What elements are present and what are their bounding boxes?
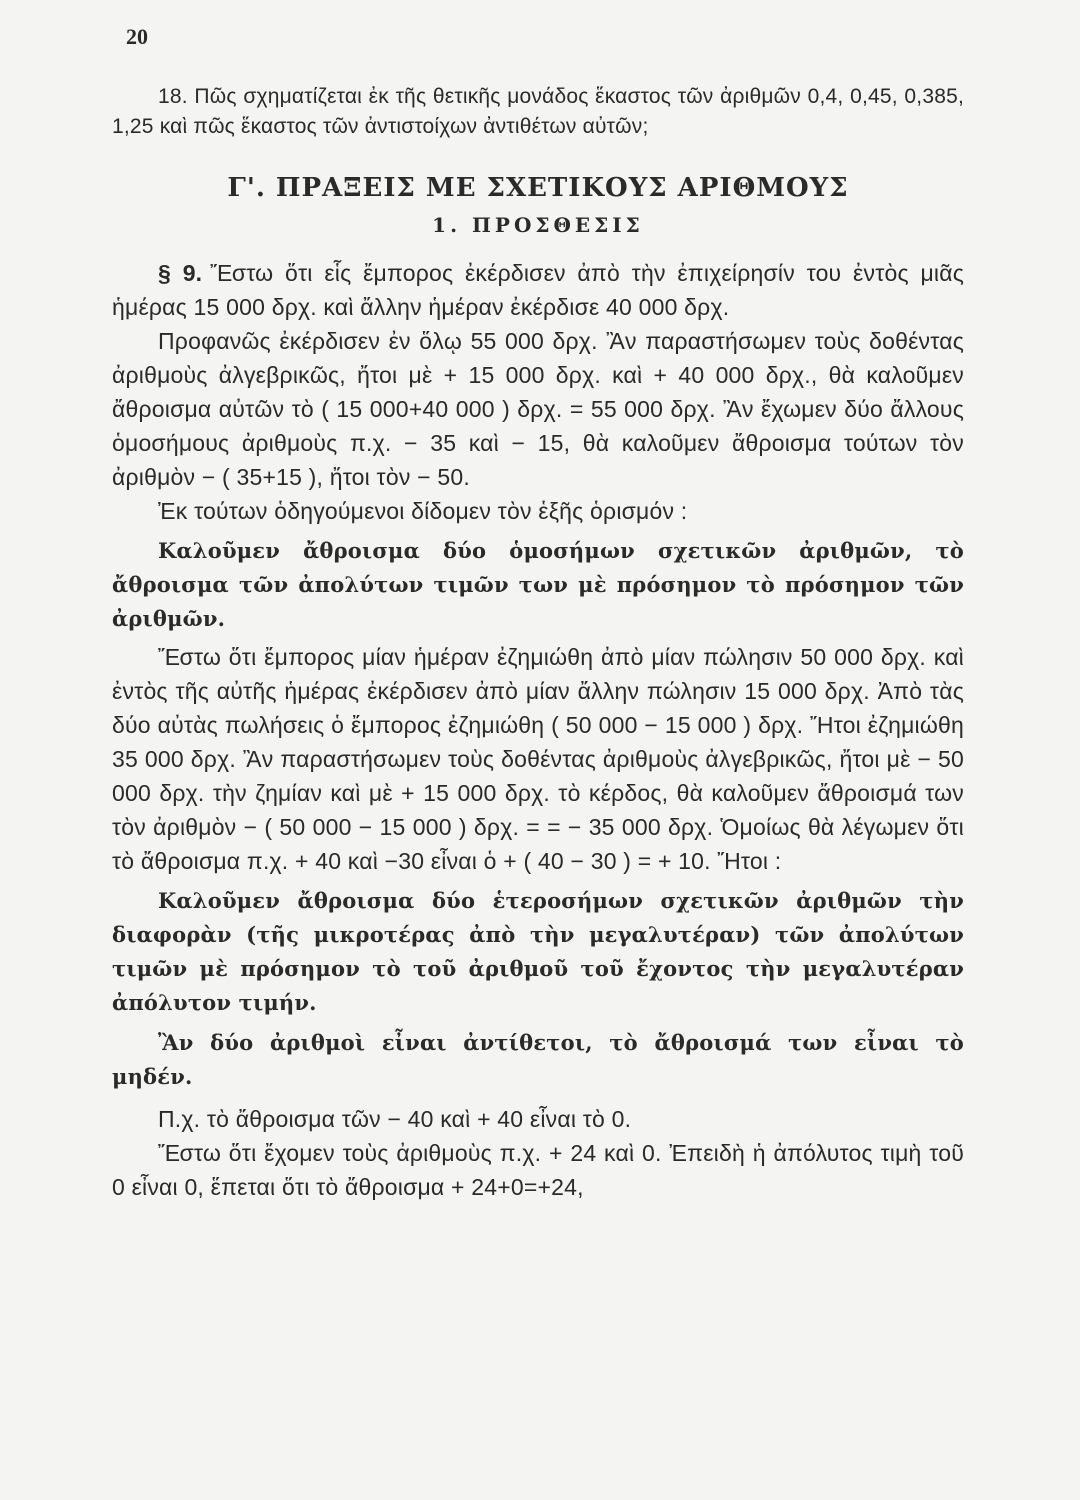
- exercise-18: 18. Πῶς σχηματίζεται ἐκ τῆς θετικῆς μονάδος ἕκαστος τῶν ἀριθμῶν 0,4, 0,45, 0,385, 1,25 καὶ πῶς ἕκαστος τῶν ἀντιστοίχων ἀντιθέτων αὐτῶν;: [112, 85, 964, 138]
- paragraph-9: [112, 256, 964, 324]
- paragraph-9-continuation: Προφανῶς ἐκέρδισεν ἐν ὅλῳ 55 000 δρχ. Ἂν παραστήσωμεν τοὺς δοθέντας ἀριθμοὺς ἀλγεβρικῶς, ἤτοι μὲ + 15 000 δρχ. καὶ + 40 000 δρχ., θὰ καλοῦμεν ἄθροισμα αὐτῶν τὸ ( 15 000+40 000 ) δρχ. = 55 000 δρχ. Ἂν ἔχωμεν δύο ἄλλους ὁμοσήμους ἀριθμοὺς π.χ. − 35 καὶ − 15, θὰ καλοῦμεν ἄθροισμα τούτων τὸν ἀριθμὸν − ( 35+15 ), ἤτοι τὸν − 50.: [112, 328, 964, 490]
- section-title: 1. ΠΡΟΣΘΕΣΙΣ: [432, 213, 644, 237]
- page-content: [112, 82, 964, 1204]
- rule-same-sign-sum: Καλοῦμεν ἄθροισμα δύο ὁμοσήμων σχετικῶν ἀριθμῶν, τὸ ἄθροισμα τῶν ἀπολύτων τιμῶν των μὲ πρόσημον τὸ πρόσημον τῶν ἀριθμῶν.: [112, 538, 964, 631]
- rule-opposite-sign-sum: Καλοῦμεν ἄθροισμα δύο ἑτεροσήμων σχετικῶν ἀριθμῶν τὴν διαφορὰν (τῆς μικροτέρας ἀπὸ τὴν μεγαλυτέραν) τῶν ἀπολύτων τιμῶν μὲ πρόσημον τὸ τοῦ ἀριθμοῦ τοῦ ἔχοντος τὴν μεγαλυτέραν ἀπόλυτον τιμήν.: [112, 888, 964, 1015]
- definition-lead-in: Ἐκ τούτων ὁδηγούμενοι δίδομεν τὸν ἑξῆς ὁρισμόν :: [158, 498, 688, 524]
- example-merchant-loss: Ἔστω ὅτι ἔμπορος μίαν ἡμέραν ἐζημιώθη ἀπὸ μίαν πώλησιν 50 000 δρχ. καὶ ἐντὸς τῆς αὐτῆς ἡμέρας ἐκέρδισεν ἀπὸ μίαν ἄλλην πώλησιν 15 000 δρχ. Ἀπὸ τὰς δύο αὐτὰς πωλήσεις ὁ ἔμπορος ἐζημιώθη ( 50 000 − 15 000 ) δρχ. Ἤτοι ἐζημιώθη 35 000 δρχ. Ἂν παραστήσωμεν τοὺς δοθέντας ἀριθμοὺς ἀλγεβρικῶς, ἤτοι μὲ − 50 000 δρχ. τὴν ζημίαν καὶ μὲ + 15 000 δρχ. τὸ κέρδος, θὰ καλοῦμεν ἄθροισμά των τὸν ἀριθμὸν − ( 50 000 − 15 000 ) δρχ. = = − 35 000 δρχ. Ὁμοίως θὰ λέγωμεν ὅτι τὸ ἄθροισμα π.χ. + 40 καὶ −30 εἶναι ὁ + ( 40 − 30 ) = + 10. Ἤτοι :: [112, 644, 964, 874]
- page-number: 20: [126, 24, 148, 49]
- chapter-title: Γ'. ΠΡΑΞΕΙΣ ΜΕ ΣΧΕΤΙΚΟΥΣ ΑΡΙΘΜΟΥΣ: [227, 173, 849, 203]
- rule-opposites-sum-zero: Ἂν δύο ἀριθμοὶ εἶναι ἀντίθετοι, τὸ ἄθροισμά των εἶναι τὸ μηδέν.: [112, 1030, 964, 1089]
- paragraph-mark: § 9.: [158, 260, 203, 286]
- paragraph-9-text: Ἔστω ὅτι εἷς ἔμπορος ἐκέρδισεν ἀπὸ τὴν ἐπιχείρησίν του ἐντὸς μιᾶς ἡμέρας 15 000 δρχ. καὶ ἄλλην ἡμέραν ἐκέρδισε 40 000 δρχ.: [112, 260, 964, 320]
- example-opposites: Π.χ. τὸ ἄθροισμα τῶν − 40 καὶ + 40 εἶναι τὸ 0.: [158, 1106, 632, 1132]
- example-zero: Ἔστω ὅτι ἔχομεν τοὺς ἀριθμοὺς π.χ. + 24 καὶ 0. Ἐπειδὴ ἡ ἀπόλυτος τιμὴ τοῦ 0 εἶναι 0, ἕπεται ὅτι τὸ ἄθροισμα + 24+0=+24,: [112, 1140, 964, 1200]
